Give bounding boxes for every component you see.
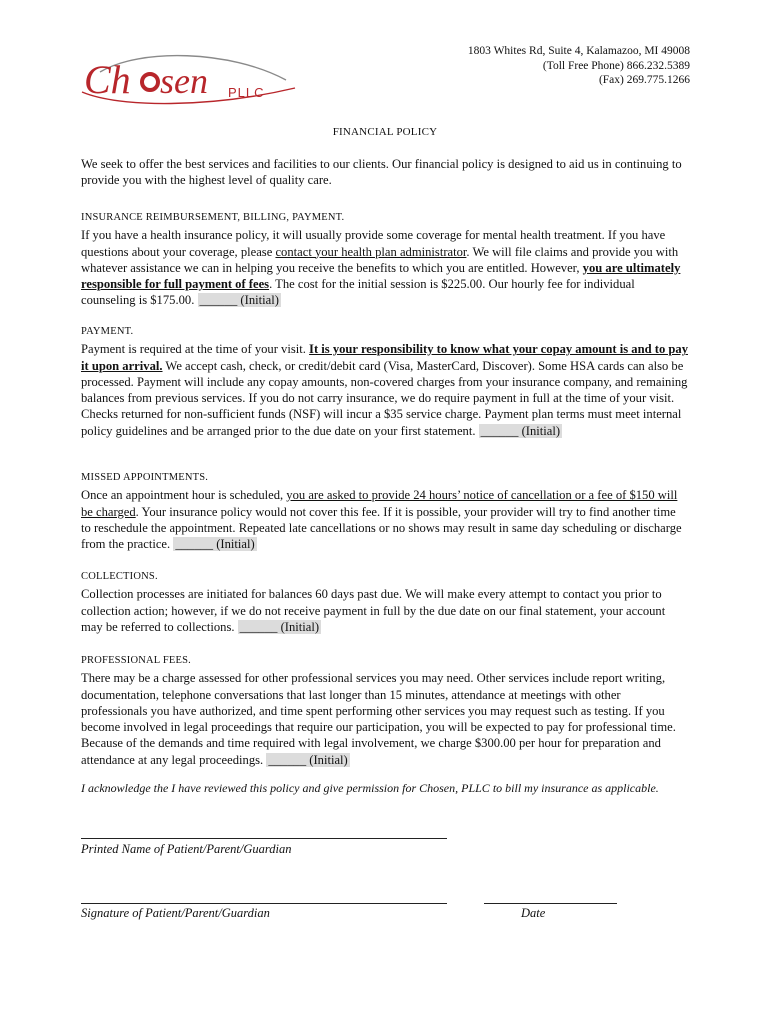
text-run: If you have a health insurance policy, it will usually provide some coverage for mental health treatment. If you have questions about your coverage, please bbox=[81, 228, 666, 259]
initial-field-missed[interactable]: ______ (Initial) bbox=[175, 537, 255, 552]
section-heading: MISSED APPOINTMENTS. bbox=[81, 472, 209, 483]
document-title: FINANCIAL POLICY bbox=[332, 126, 438, 138]
section-payment bbox=[81, 324, 688, 439]
text-run: . Your insurance policy would not cover this fee. If it is possible, your provider will try to find another time to reschedule the appointment. Repeated late cancellations or no shows may result in same day scheduling or discharge from the practice. bbox=[81, 504, 682, 552]
initial-field-professional[interactable]: ______ (Initial) bbox=[268, 752, 348, 767]
section-collections bbox=[81, 569, 688, 635]
section-body bbox=[81, 487, 688, 552]
section-missed-appointments bbox=[81, 470, 688, 552]
text-run: There may be a charge assessed for other professional services you may need. Other services include report writing, documentation, telephone conversations that last longer than 15 minutes, attendance at meetings with other professionals you have authorized, and time spent performing other services you may request such as testing. If you become involved in legal proceedings that require our participation, you will be expected to pay for professional time. Because of the demands and time required with legal involvement, we charge $300.00 per hour for preparation and attendance at any legal proceedings. bbox=[81, 671, 676, 767]
text-run: Once an appointment hour is scheduled, bbox=[81, 488, 287, 503]
contact-block bbox=[468, 44, 690, 88]
svg-text:PLLC: PLLC bbox=[228, 85, 265, 100]
svg-text:sen: sen bbox=[160, 61, 208, 101]
date-label: Date bbox=[521, 906, 546, 920]
company-logo bbox=[80, 50, 305, 110]
initial-field-collections[interactable]: ______ (Initial) bbox=[239, 619, 320, 634]
chosen-logo-graphic bbox=[80, 50, 305, 110]
responsibility-emphasis: you are ultimately responsible for full payment of fees bbox=[81, 260, 681, 292]
text-run: Payment is required at the time of your visit. bbox=[81, 342, 310, 357]
section-professional-fees bbox=[81, 653, 688, 768]
section-body bbox=[81, 670, 688, 768]
text-run: . The cost for the initial session is $225.00. Our hourly fee for individual counseling is $175.00. bbox=[81, 277, 635, 308]
section-body bbox=[81, 586, 688, 635]
signature-label: Signature of Patient/Parent/Guardian bbox=[81, 906, 270, 920]
contact-administrator-text: contact your health plan administrator bbox=[275, 244, 467, 259]
printed-name-line[interactable] bbox=[81, 838, 447, 839]
acknowledgement-statement: I acknowledge the I have reviewed this policy and give permission for Chosen, PLLC to bill my insurance as applicable. bbox=[81, 781, 659, 795]
initial-field-insurance[interactable]: ______ (Initial) bbox=[199, 293, 279, 308]
address-line: 1803 Whites Rd, Suite 4, Kalamazoo, MI 49008 bbox=[467, 45, 690, 57]
signature-line[interactable] bbox=[81, 903, 447, 904]
date-line[interactable] bbox=[484, 903, 617, 904]
section-heading: PAYMENT. bbox=[81, 326, 134, 337]
text-run: We accept cash, check, or credit/debit card (Visa, MasterCard, Discover). Some HSA cards can also be processed. Payment will include any copay amounts, non-covered charges from your insurance company, and remaining balances from previous services. If you do not carry insurance, we do require payment in full at the time of your visit. Checks returned for non-sufficient funds (NSF) will incur a $35 service charge. Payment plan terms must meet internal policy guidelines and be arranged prior to the due date on your first statement. bbox=[81, 358, 688, 438]
section-insurance bbox=[81, 210, 688, 309]
intro-paragraph: We seek to offer the best services and facilities to our clients. Our financial policy is designed to aid us in continuing to provide you with the highest level of quality care. bbox=[81, 157, 682, 188]
cancellation-fee-text: you are asked to provide 24 hours’ notice of cancellation or a fee of $150 will be charged bbox=[81, 488, 678, 519]
fax-line: (Fax) 269.775.1266 bbox=[598, 74, 690, 86]
text-run: Collection processes are initiated for balances 60 days past due. We will make every attempt to contact you prior to collection action; however, if we do not receive payment in full by the due date on our final statement, your account may be referred to collections. bbox=[81, 587, 666, 634]
svg-text:Ch: Ch bbox=[84, 57, 131, 102]
copay-emphasis: It is your responsibility to know what your copay amount is and to pay it upon arrival. bbox=[81, 342, 688, 373]
initial-field-payment[interactable]: ______ (Initial) bbox=[480, 423, 561, 438]
section-heading: INSURANCE REIMBURSEMENT, BILLING, PAYMENT. bbox=[81, 212, 345, 223]
section-body bbox=[81, 341, 688, 439]
section-heading: PROFESSIONAL FEES. bbox=[81, 655, 191, 666]
section-body bbox=[81, 227, 688, 308]
section-heading: COLLECTIONS. bbox=[81, 571, 158, 582]
text-run: . We will file claims and provide you with whatever assistance we can in helping you receive the benefits to which you are entitled. However, bbox=[81, 244, 679, 275]
phone-line: (Toll Free Phone) 866.232.5389 bbox=[542, 59, 690, 72]
printed-name-label: Printed Name of Patient/Parent/Guardian bbox=[81, 842, 292, 856]
